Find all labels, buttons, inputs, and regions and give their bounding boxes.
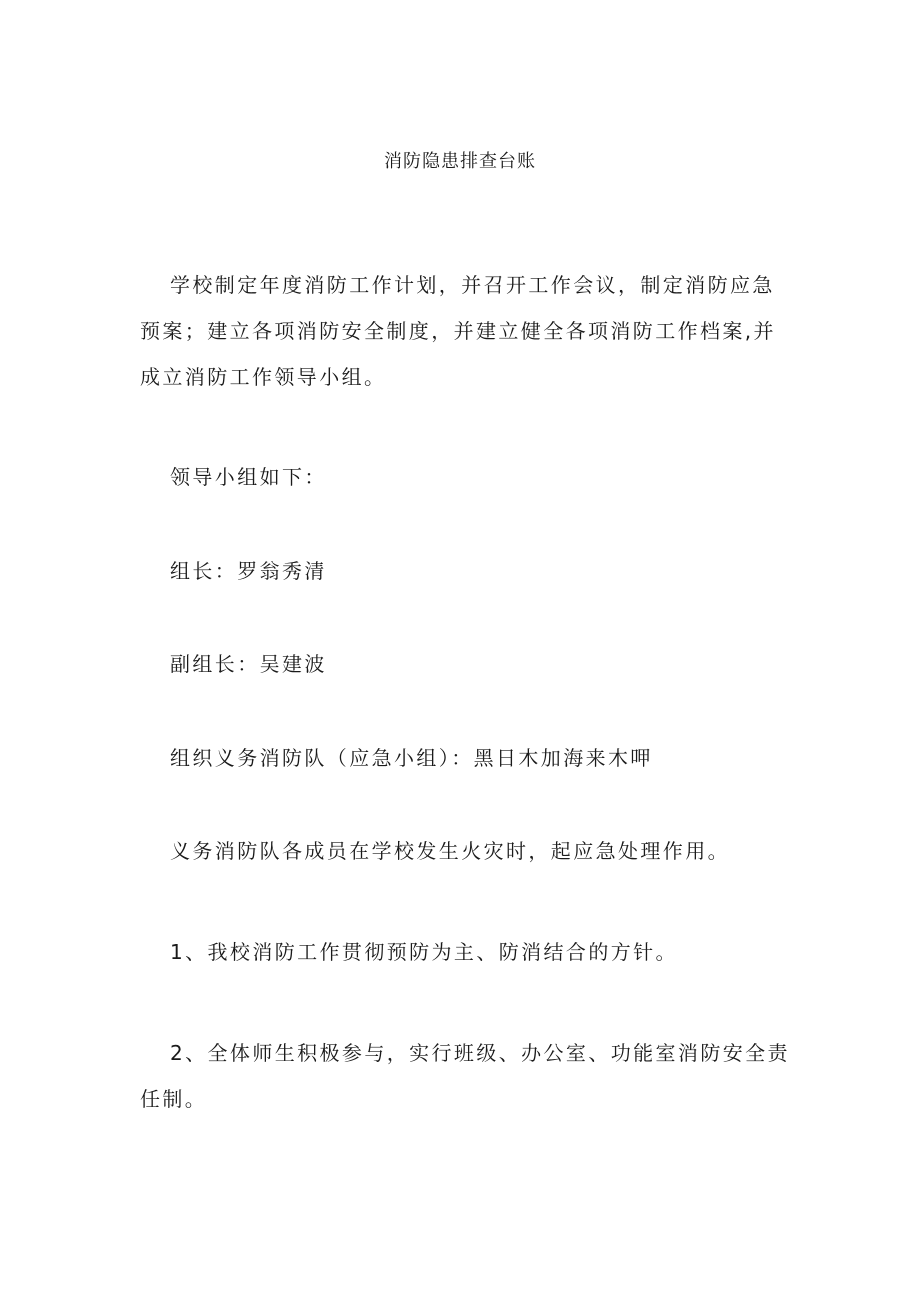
list-item: 1、我校消防工作贯彻预防为主、防消结合的方针。 (170, 940, 678, 964)
volunteer-team-line: 组织义务消防队（应急小组）：黑日木加海来木呷 (170, 746, 653, 770)
leaders-heading: 领导小组如下： (170, 465, 327, 489)
intro-paragraph: 学校制定年度消防工作计划，并召开工作会议，制定消防应急预案；建立各项消防安全制度，并建立健全各项消防工作档案,并成立消防工作领导小组。 (140, 273, 776, 389)
deputy-leader-line: 副组长：吴建波 (170, 652, 327, 676)
document-title: 消防隐患排查台账 (384, 151, 536, 172)
team-role-paragraph: 义务消防队各成员在学校发生火灾时，起应急处理作用。 (170, 839, 730, 863)
leader-line: 组长：罗翁秀清 (170, 559, 327, 583)
list-item: 2、全体师生积极参与，实行班级、办公室、功能室消防安全责任制。 (140, 1041, 790, 1111)
